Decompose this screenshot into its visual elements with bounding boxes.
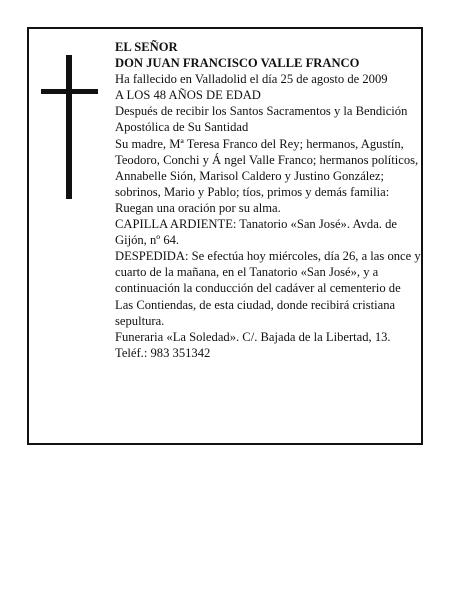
cross-icon bbox=[41, 55, 98, 199]
obituary-text bbox=[115, 39, 421, 361]
farewell-info: DESPEDIDA: Se efectúa hoy miércoles, día 26, a las once y cuarto de la mañana, en el Tanatorio «San José», y a continuación la conducción del cadáver al cementerio de Las Contiendas, de esta ciudad, donde recibirá cristiana sepultura. bbox=[115, 249, 421, 328]
obituary-notice bbox=[27, 27, 423, 445]
funeral-home-info: Funeraria «La Soledad». C/. Bajada de la Libertad, 13. bbox=[115, 329, 391, 344]
deceased-title: EL SEÑOR bbox=[115, 40, 178, 54]
cross-vertical-bar bbox=[66, 55, 72, 199]
death-statement: Ha fallecido en Valladolid el día 25 de agosto de 2009 bbox=[115, 72, 388, 87]
family-list: Su madre, Mª Teresa Franco del Rey; hermanos, Agustín, Teodoro, Conchi y Á ngel Valle Franco; hermanos políticos, Annabelle Sión, Marisol Caldero y Justino González; sobrinos, Mario y Pablo; tíos, primos y demás familia: bbox=[115, 136, 419, 199]
chapel-info: CAPILLA ARDIENTE: Tanatorio «San José». Avda. de Gijón, nº 64. bbox=[115, 217, 397, 248]
age-statement: A LOS 48 AÑOS DE EDAD bbox=[115, 88, 261, 103]
prayer-request: Ruegan una oración por su alma. bbox=[115, 200, 281, 215]
sacraments-statement: Después de recibir los Santos Sacramentos y la Bendición Apostólica de Su Santidad bbox=[115, 104, 408, 135]
phone-info: Teléf.: 983 351342 bbox=[115, 345, 211, 360]
deceased-name: DON JUAN FRANCISCO VALLE FRANCO bbox=[115, 56, 360, 71]
cross-horizontal-bar bbox=[41, 89, 98, 94]
